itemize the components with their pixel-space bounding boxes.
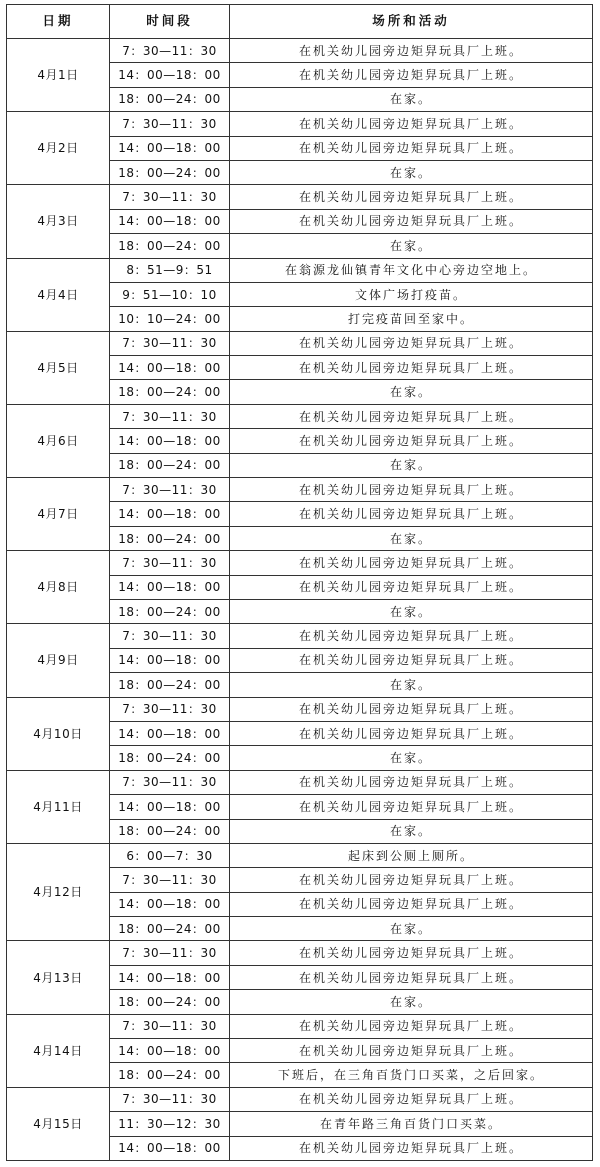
activity-cell: 在机关幼儿园旁边矩舁玩具厂上班。 bbox=[230, 1014, 593, 1038]
time-cell: 14：00—18：00 bbox=[110, 502, 230, 526]
time-cell: 10：10—24：00 bbox=[110, 307, 230, 331]
activity-cell: 在家。 bbox=[230, 87, 593, 111]
activity-cell: 在机关幼儿园旁边矩舁玩具厂上班。 bbox=[230, 429, 593, 453]
time-cell: 18：00—24：00 bbox=[110, 453, 230, 477]
activity-cell: 在机关幼儿园旁边矩舁玩具厂上班。 bbox=[230, 1087, 593, 1111]
date-cell: 4月11日 bbox=[7, 770, 110, 843]
activity-cell: 在家。 bbox=[230, 746, 593, 770]
table-header bbox=[7, 5, 593, 39]
activity-cell: 在机关幼儿园旁边矩舁玩具厂上班。 bbox=[230, 648, 593, 672]
date-cell: 4月10日 bbox=[7, 697, 110, 770]
table-row bbox=[7, 112, 593, 136]
time-cell: 18：00—24：00 bbox=[110, 917, 230, 941]
date-cell: 4月8日 bbox=[7, 551, 110, 624]
activity-cell: 在机关幼儿园旁边矩舁玩具厂上班。 bbox=[230, 892, 593, 916]
time-cell: 14：00—18：00 bbox=[110, 356, 230, 380]
date-cell: 4月3日 bbox=[7, 185, 110, 258]
activity-cell: 在机关幼儿园旁边矩舁玩具厂上班。 bbox=[230, 770, 593, 794]
time-cell: 7：30—11：30 bbox=[110, 478, 230, 502]
time-cell: 14：00—18：00 bbox=[110, 721, 230, 745]
activity-cell: 在机关幼儿园旁边矩舁玩具厂上班。 bbox=[230, 502, 593, 526]
time-cell: 18：00—24：00 bbox=[110, 87, 230, 111]
time-cell: 18：00—24：00 bbox=[110, 160, 230, 184]
time-cell: 8：51—9：51 bbox=[110, 258, 230, 282]
table-row bbox=[7, 478, 593, 502]
time-cell: 18：00—24：00 bbox=[110, 673, 230, 697]
time-cell: 9：51—10：10 bbox=[110, 282, 230, 306]
table-row bbox=[7, 258, 593, 282]
time-cell: 14：00—18：00 bbox=[110, 209, 230, 233]
table-row bbox=[7, 697, 593, 721]
activity-cell: 起床到公厕上厕所。 bbox=[230, 843, 593, 867]
activity-cell: 在机关幼儿园旁边矩舁玩具厂上班。 bbox=[230, 209, 593, 233]
activity-cell: 在机关幼儿园旁边矩舁玩具厂上班。 bbox=[230, 795, 593, 819]
header-row bbox=[7, 5, 593, 39]
activity-cell: 在家。 bbox=[230, 526, 593, 550]
time-cell: 7：30—11：30 bbox=[110, 941, 230, 965]
time-cell: 7：30—11：30 bbox=[110, 551, 230, 575]
table-row bbox=[7, 941, 593, 965]
table-row bbox=[7, 39, 593, 63]
time-cell: 14：00—18：00 bbox=[110, 892, 230, 916]
activity-cell: 在家。 bbox=[230, 160, 593, 184]
date-cell: 4月5日 bbox=[7, 331, 110, 404]
time-cell: 18：00—24：00 bbox=[110, 990, 230, 1014]
activity-cell: 在机关幼儿园旁边矩舁玩具厂上班。 bbox=[230, 112, 593, 136]
activity-cell: 在机关幼儿园旁边矩舁玩具厂上班。 bbox=[230, 356, 593, 380]
date-cell: 4月13日 bbox=[7, 941, 110, 1014]
activity-cell: 在机关幼儿园旁边矩舁玩具厂上班。 bbox=[230, 721, 593, 745]
activity-cell: 在机关幼儿园旁边矩舁玩具厂上班。 bbox=[230, 965, 593, 989]
activity-cell: 在翁源龙仙镇青年文化中心旁边空地上。 bbox=[230, 258, 593, 282]
time-cell: 7：30—11：30 bbox=[110, 39, 230, 63]
activity-cell: 在家。 bbox=[230, 917, 593, 941]
activity-cell: 在机关幼儿园旁边矩舁玩具厂上班。 bbox=[230, 185, 593, 209]
activity-cell: 在家。 bbox=[230, 819, 593, 843]
date-cell: 4月4日 bbox=[7, 258, 110, 331]
header-time: 时间段 bbox=[110, 5, 230, 39]
time-cell: 18：00—24：00 bbox=[110, 380, 230, 404]
time-cell: 7：30—11：30 bbox=[110, 868, 230, 892]
date-cell: 4月1日 bbox=[7, 39, 110, 112]
time-cell: 14：00—18：00 bbox=[110, 63, 230, 87]
table-row bbox=[7, 1014, 593, 1038]
time-cell: 14：00—18：00 bbox=[110, 1136, 230, 1160]
activity-cell: 文体广场打疫苗。 bbox=[230, 282, 593, 306]
activity-cell: 在家。 bbox=[230, 380, 593, 404]
time-cell: 7：30—11：30 bbox=[110, 331, 230, 355]
time-cell: 7：30—11：30 bbox=[110, 770, 230, 794]
time-cell: 7：30—11：30 bbox=[110, 185, 230, 209]
table-row bbox=[7, 331, 593, 355]
table-body bbox=[7, 39, 593, 1161]
table-row bbox=[7, 551, 593, 575]
table-row bbox=[7, 843, 593, 867]
header-date: 日期 bbox=[7, 5, 110, 39]
activity-cell: 在机关幼儿园旁边矩舁玩具厂上班。 bbox=[230, 868, 593, 892]
activity-cell: 下班后，在三角百货门口买菜，之后回家。 bbox=[230, 1063, 593, 1087]
activity-cell: 在家。 bbox=[230, 453, 593, 477]
activity-cell: 在机关幼儿园旁边矩舁玩具厂上班。 bbox=[230, 941, 593, 965]
time-cell: 18：00—24：00 bbox=[110, 234, 230, 258]
activity-cell: 在机关幼儿园旁边矩舁玩具厂上班。 bbox=[230, 136, 593, 160]
activity-cell: 在机关幼儿园旁边矩舁玩具厂上班。 bbox=[230, 1039, 593, 1063]
time-cell: 7：30—11：30 bbox=[110, 697, 230, 721]
table-row bbox=[7, 770, 593, 794]
time-cell: 18：00—24：00 bbox=[110, 1063, 230, 1087]
time-cell: 14：00—18：00 bbox=[110, 429, 230, 453]
activity-cell: 在家。 bbox=[230, 990, 593, 1014]
time-cell: 7：30—11：30 bbox=[110, 624, 230, 648]
activity-cell: 在机关幼儿园旁边矩舁玩具厂上班。 bbox=[230, 575, 593, 599]
activity-cell: 在机关幼儿园旁边矩舁玩具厂上班。 bbox=[230, 697, 593, 721]
activity-cell: 在机关幼儿园旁边矩舁玩具厂上班。 bbox=[230, 404, 593, 428]
schedule-table bbox=[6, 4, 593, 1161]
activity-cell: 在家。 bbox=[230, 599, 593, 623]
table-row bbox=[7, 1087, 593, 1111]
time-cell: 6：00—7：30 bbox=[110, 843, 230, 867]
time-cell: 18：00—24：00 bbox=[110, 599, 230, 623]
activity-cell: 在机关幼儿园旁边矩舁玩具厂上班。 bbox=[230, 551, 593, 575]
header-activity: 场所和活动 bbox=[230, 5, 593, 39]
date-cell: 4月9日 bbox=[7, 624, 110, 697]
activity-cell: 在家。 bbox=[230, 234, 593, 258]
date-cell: 4月6日 bbox=[7, 404, 110, 477]
activity-cell: 在机关幼儿园旁边矩舁玩具厂上班。 bbox=[230, 39, 593, 63]
activity-cell: 在机关幼儿园旁边矩舁玩具厂上班。 bbox=[230, 331, 593, 355]
activity-cell: 在机关幼儿园旁边矩舁玩具厂上班。 bbox=[230, 1136, 593, 1160]
time-cell: 7：30—11：30 bbox=[110, 112, 230, 136]
time-cell: 14：00—18：00 bbox=[110, 965, 230, 989]
time-cell: 14：00—18：00 bbox=[110, 136, 230, 160]
table-row bbox=[7, 185, 593, 209]
date-cell: 4月7日 bbox=[7, 478, 110, 551]
time-cell: 7：30—11：30 bbox=[110, 1087, 230, 1111]
time-cell: 14：00—18：00 bbox=[110, 575, 230, 599]
table-row bbox=[7, 404, 593, 428]
time-cell: 18：00—24：00 bbox=[110, 746, 230, 770]
time-cell: 14：00—18：00 bbox=[110, 648, 230, 672]
table-row bbox=[7, 624, 593, 648]
time-cell: 7：30—11：30 bbox=[110, 404, 230, 428]
date-cell: 4月2日 bbox=[7, 112, 110, 185]
time-cell: 7：30—11：30 bbox=[110, 1014, 230, 1038]
activity-cell: 在机关幼儿园旁边矩舁玩具厂上班。 bbox=[230, 624, 593, 648]
activity-cell: 在机关幼儿园旁边矩舁玩具厂上班。 bbox=[230, 478, 593, 502]
date-cell: 4月15日 bbox=[7, 1087, 110, 1160]
date-cell: 4月14日 bbox=[7, 1014, 110, 1087]
time-cell: 18：00—24：00 bbox=[110, 526, 230, 550]
time-cell: 14：00—18：00 bbox=[110, 1039, 230, 1063]
activity-cell: 在青年路三角百货门口买菜。 bbox=[230, 1112, 593, 1136]
activity-cell: 打完疫苗回至家中。 bbox=[230, 307, 593, 331]
activity-cell: 在家。 bbox=[230, 673, 593, 697]
time-cell: 18：00—24：00 bbox=[110, 819, 230, 843]
time-cell: 11：30—12：30 bbox=[110, 1112, 230, 1136]
date-cell: 4月12日 bbox=[7, 843, 110, 941]
activity-cell: 在机关幼儿园旁边矩舁玩具厂上班。 bbox=[230, 63, 593, 87]
time-cell: 14：00—18：00 bbox=[110, 795, 230, 819]
